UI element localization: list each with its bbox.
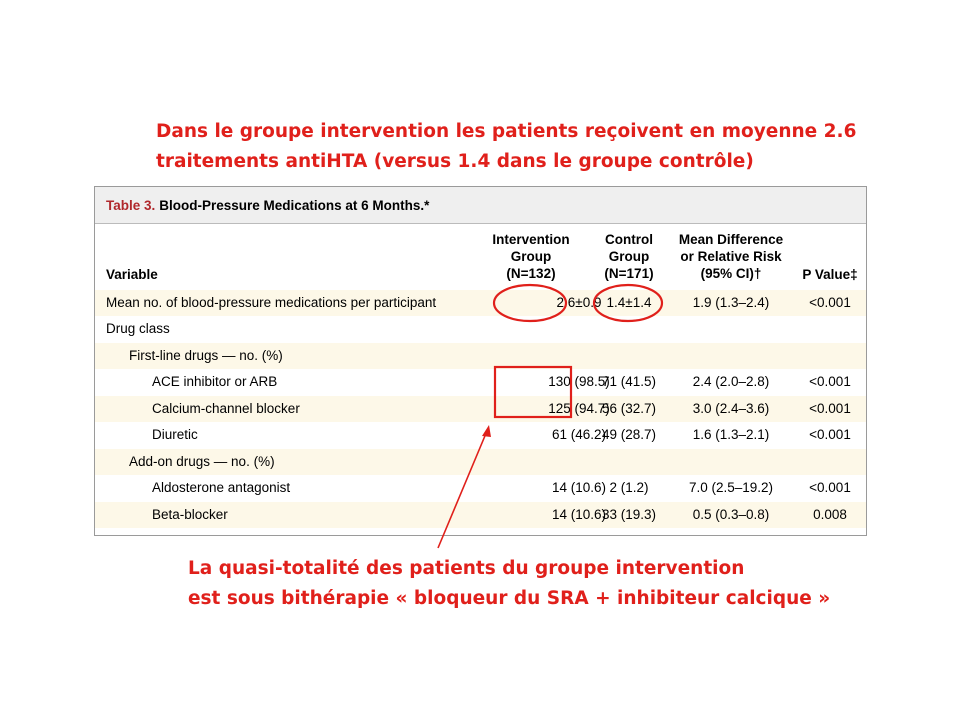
row-intervention: 125 (94.7) [548,401,610,416]
row-variable: Add-on drugs — no. (%) [129,454,275,469]
row-control: 56 (32.7) [601,401,657,416]
row-control: 71 (41.5) [601,374,657,389]
table-row [95,422,866,448]
table-row [95,502,866,528]
table-row [95,475,866,501]
table-row [95,449,866,475]
annotation-bottom [188,554,830,614]
row-variable: Beta-blocker [152,507,228,522]
row-variable: Drug class [106,321,170,336]
row-intervention: 14 (10.6) [551,480,607,495]
row-control: 2 (1.2) [609,480,649,495]
row-pvalue: <0.001 [809,480,851,495]
row-intervention: 61 (46.2) [551,427,607,442]
row-intervention: 2.6±0.9 [556,295,602,310]
row-control: 33 (19.3) [601,507,657,522]
row-control: 1.4±1.4 [606,295,652,310]
row-variable: First-line drugs — no. (%) [129,348,283,363]
annotation-top-line2: traitements antiHTA (versus 1.4 dans le groupe contrôle) [156,151,754,172]
annotation-bottom-line1: La quasi-totalité des patients du groupe intervention [188,558,745,579]
table-title-footnote-symbol: * [424,197,430,213]
row-difference: 3.0 (2.4–3.6) [692,401,770,416]
table-row [95,343,866,369]
row-variable: ACE inhibitor or ARB [152,374,278,389]
row-pvalue: <0.001 [809,401,851,416]
annotation-bottom-line2: est sous bithérapie « bloqueur du SRA + inhibiteur calcique » [188,588,831,609]
table-row [95,396,866,422]
row-difference: 7.0 (2.5–19.2) [688,480,774,495]
column-header-intervention: Intervention Group (N=132) [492,232,570,281]
row-difference: 0.5 (0.3–0.8) [692,507,770,522]
column-header-pvalue: P Value‡ [802,267,858,282]
column-header-control: Control Group (N=171) [604,232,654,281]
row-difference: 1.6 (1.3–2.1) [692,427,770,442]
table-row [95,290,866,316]
row-control: 49 (28.7) [601,427,657,442]
column-header-variable: Variable [106,267,158,282]
row-pvalue: <0.001 [809,374,851,389]
annotation-top [156,117,856,177]
row-variable: Aldosterone antagonist [152,480,291,495]
table-row [95,369,866,395]
row-variable: Diuretic [152,427,198,442]
annotation-top-line1: Dans le groupe intervention les patients reçoivent en moyenne 2.6 [156,121,857,142]
row-intervention: 130 (98.5) [548,374,610,389]
column-header-difference: Mean Difference or Relative Risk (95% CI)† [678,232,784,281]
row-intervention: 14 (10.6) [551,507,607,522]
row-pvalue: <0.001 [809,427,851,442]
row-pvalue: 0.008 [813,507,847,522]
medications-table [94,186,867,536]
row-pvalue: <0.001 [809,295,851,310]
row-variable: Calcium-channel blocker [152,401,300,416]
row-difference: 2.4 (2.0–2.8) [692,374,770,389]
table-label: Table 3. [106,197,156,213]
table-row [95,316,866,342]
table-title: Blood-Pressure Medications at 6 Months. [159,197,425,213]
table-header [95,187,866,224]
row-variable: Mean no. of blood-pressure medications per participant [106,295,437,310]
row-difference: 1.9 (1.3–2.4) [692,295,770,310]
